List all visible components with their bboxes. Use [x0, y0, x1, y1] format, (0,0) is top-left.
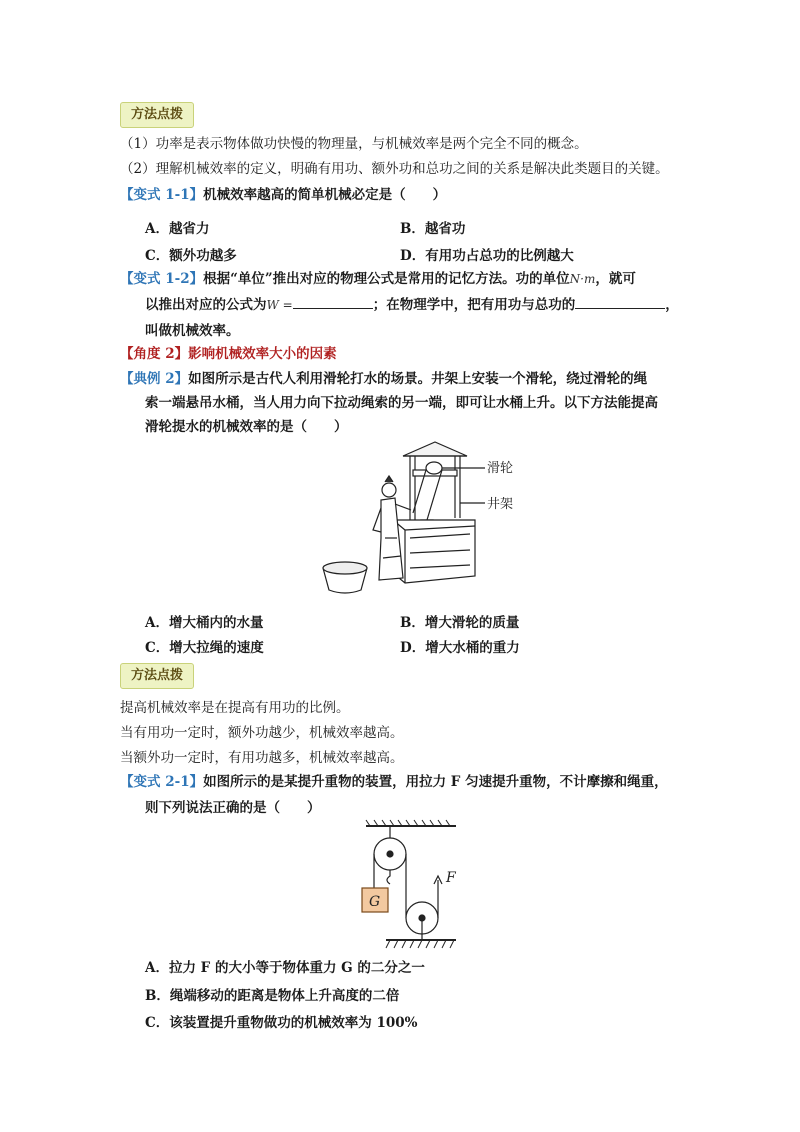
- question-ex2: [120, 368, 647, 390]
- option-b: B．绳端移动的距离是物体上升高度的二倍: [145, 988, 400, 1004]
- option-b: B．越省功: [400, 221, 466, 237]
- well-pulley-figure: [315, 438, 515, 608]
- question-line: [145, 294, 679, 316]
- answer-blank[interactable]: [575, 294, 665, 309]
- question-line: 滑轮提水的机械效率的是（ ）: [145, 419, 348, 435]
- option-c: C．增大拉绳的速度: [145, 640, 264, 656]
- question-text: 如图所示是古代人利用滑轮打水的场景。井架上安装一个滑轮，绕过滑轮的绳: [188, 371, 648, 387]
- question-v1-1: [120, 184, 446, 206]
- option-a: A．拉力 F 的大小等于物体重力 G 的二分之一: [145, 960, 425, 976]
- unit-symbol: N·m: [569, 272, 596, 286]
- question-tag: 【变式 1-2】: [120, 271, 204, 287]
- question-stem: 机械效率越高的简单机械必定是（ ）: [203, 187, 447, 203]
- tips-line: 当额外功一定时，有用功越多，机械效率越高。: [120, 750, 404, 766]
- tips-badge-1: 方法点拨: [120, 102, 194, 128]
- question-text: 根据“单位”推出对应的物理公式是常用的记忆方法。功的单位: [203, 271, 570, 287]
- question-line: 则下列说法正确的是（ ）: [145, 800, 321, 816]
- section-heading: 【角度 2】影响机械效率大小的因素: [120, 346, 337, 362]
- tips-line: 当有用功一定时，额外功越少，机械效率越高。: [120, 725, 404, 741]
- question-tag: 【变式 2-1】: [120, 774, 204, 790]
- tips-line: 提高机械效率是在提高有用功的比例。: [120, 700, 350, 716]
- option-d: D．增大水桶的重力: [400, 640, 520, 656]
- question-text: ，: [665, 297, 679, 313]
- option-d: D．有用功占总功的比例越大: [400, 248, 574, 264]
- label-frame: 井架: [487, 497, 514, 512]
- tips-badge-2: 方法点拨: [120, 663, 194, 689]
- option-a: A．增大桶内的水量: [145, 615, 264, 631]
- option-b: B．增大滑轮的质量: [400, 615, 520, 631]
- question-text: 以推出对应的公式为: [145, 297, 267, 313]
- question-text: 如图所示的是某提升重物的装置，用拉力 F 匀速提升重物，不计摩擦和绳重，: [203, 774, 668, 790]
- label-g: G: [369, 894, 381, 910]
- tips-line: （1）功率是表示物体做功快慢的物理量，与机械效率是两个完全不同的概念。: [120, 136, 588, 152]
- formula-symbol: W =: [266, 298, 293, 312]
- option-c: C．额外功越多: [145, 248, 237, 264]
- question-text: ；在物理学中，把有用功与总功的: [372, 297, 576, 313]
- option-a: A．越省力: [145, 221, 210, 237]
- option-c: C．该装置提升重物做功的机械效率为 100%: [145, 1015, 418, 1031]
- tips-line: （2）理解机械效率的定义，明确有用功、额外功和总功之间的关系是解决此类题目的关键。: [120, 161, 669, 177]
- question-line: 叫做机械效率。: [145, 323, 240, 339]
- answer-blank[interactable]: [293, 294, 373, 309]
- question-line: 索一端悬吊水桶，当人用力向下拉动绳索的另一端，即可让水桶上升。以下方法能提高: [145, 395, 658, 411]
- question-text: ，就可: [595, 271, 636, 287]
- question-tag: 【典例 2】: [120, 371, 189, 387]
- label-f: F: [446, 870, 456, 886]
- question-v2-1: [120, 771, 668, 793]
- label-pulley: 滑轮: [487, 461, 514, 476]
- question-tag: 【变式 1-1】: [120, 187, 204, 203]
- pulley-system-figure: [360, 818, 470, 950]
- question-v1-2: [120, 268, 636, 290]
